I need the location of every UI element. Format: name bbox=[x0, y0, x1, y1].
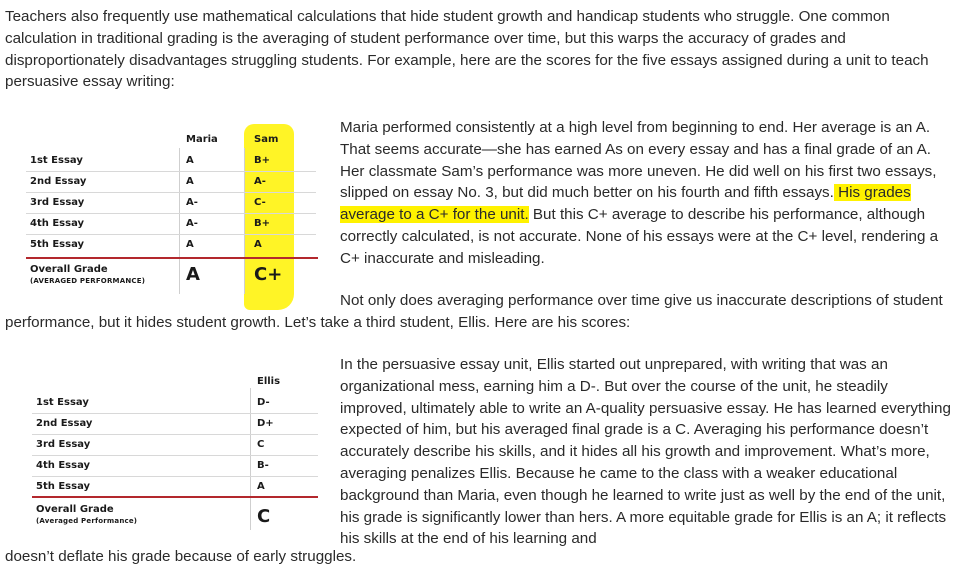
ellis-grade: A bbox=[257, 481, 265, 492]
row-label: 4th Essay bbox=[36, 460, 91, 471]
table-row bbox=[26, 171, 316, 193]
sam-grade: A- bbox=[254, 176, 266, 187]
table-row bbox=[32, 476, 318, 497]
table-row bbox=[32, 413, 318, 435]
row-label: 3rd Essay bbox=[36, 439, 91, 450]
row-label: 5th Essay bbox=[36, 481, 91, 492]
overall-divider-line bbox=[32, 496, 318, 498]
overall-grade-label: Overall Grade bbox=[30, 264, 108, 275]
highlighted-sentence: His grades average to a C+ for the unit. bbox=[340, 184, 911, 224]
ellis-text: In the persuasive essay unit, Ellis started out unprepared, with writing that was an organizational mess, earning him a D-. But over the course of the unit, he steadily improved, ultimately able to write an A-quality persuasive essay. He has learned everything expected of him, but his averaged final grade is a C. Averaging his performance doesn’t accurately describe his skills, and it hides all his growth and improvement. What’s more, averaging penalizes Ellis. Because he came to the class with a weaker educational background than Maria, even though he learned to write just as well by the end of the unit, his grade is significantly lower than hers. A more equitable grade for Ellis is an A; it reflects his skills at the end of his learning and bbox=[340, 356, 951, 548]
row-label: 4th Essay bbox=[30, 218, 85, 229]
table-row bbox=[32, 434, 318, 456]
overall-grade-sublabel: (Averaged Performance) bbox=[36, 517, 138, 525]
table-row bbox=[26, 213, 316, 235]
maria-grade: A bbox=[186, 155, 194, 166]
trailing-line: doesn’t deflate his grade because of early struggles. bbox=[5, 548, 357, 565]
maria-overall-grade: A bbox=[186, 264, 200, 285]
table1-header-sam: Sam bbox=[254, 134, 279, 145]
maria-grade: A bbox=[186, 176, 194, 187]
overall-grade-sublabel: (AVERAGED PERFORMANCE) bbox=[30, 277, 146, 285]
row-label: 3rd Essay bbox=[30, 197, 85, 208]
intro-paragraph: Teachers also frequently use mathematical calculations that hide student growth and handicap students who struggle. One common calculation in traditional grading is the averaging of student performance over time, but this warps the accuracy of grades and disproportionately disadvantages struggling students. For example, here are the scores for the five essays assigned during a unit to teach persuasive essay writing: bbox=[5, 8, 929, 91]
sam-grade: B+ bbox=[254, 155, 271, 166]
overall-grade-label: Overall Grade bbox=[36, 504, 114, 515]
ellis-grade-table bbox=[32, 370, 318, 532]
maria-sam-text-continued: But this C+ average to describe his performance, although correctly calculated, is not accurate. None of his essays were at the C+ level, rendering a C+ inaccurate and misleading. bbox=[340, 206, 939, 267]
row-label: 1st Essay bbox=[36, 397, 89, 408]
sam-grade: B+ bbox=[254, 218, 271, 229]
row-label: 2nd Essay bbox=[36, 418, 93, 429]
table2-header-ellis: Ellis bbox=[257, 376, 281, 387]
table-row bbox=[26, 150, 316, 172]
overall-divider-line bbox=[26, 257, 318, 259]
table-row bbox=[32, 392, 318, 414]
ellis-paragraph bbox=[340, 354, 952, 550]
maria-grade: A- bbox=[186, 197, 198, 208]
table-row bbox=[32, 455, 318, 477]
maria-grade: A bbox=[186, 239, 194, 250]
maria-sam-paragraph bbox=[340, 117, 952, 270]
maria-sam-grade-table bbox=[26, 126, 316, 296]
ellis-overall-grade: C bbox=[257, 506, 271, 527]
averaging-paragraph: Not only does averaging performance over time give us inaccurate descriptions of student performance, but it hides student growth. Let’s take a third student, Ellis. Here are his scores: bbox=[5, 292, 943, 331]
sam-overall-grade: C+ bbox=[254, 264, 283, 285]
ellis-grade: D+ bbox=[257, 418, 274, 429]
table1-header-maria: Maria bbox=[186, 134, 218, 145]
table-row bbox=[26, 192, 316, 214]
row-label: 5th Essay bbox=[30, 239, 85, 250]
maria-sam-text: Maria performed consistently at a high level from beginning to end. Her average is an A. That seems accurate—she has earned As on every essay and has a final grade of an A. Her classmate Sam’s performance was more uneven. He did well on his first two essays, slipped on essay No. 3, but did much better on his fourth and fifth essays. bbox=[340, 119, 937, 202]
row-label: 2nd Essay bbox=[30, 176, 87, 187]
table-row bbox=[26, 234, 316, 255]
sam-grade: A bbox=[254, 239, 262, 250]
sam-grade: C- bbox=[254, 197, 266, 208]
ellis-grade: B- bbox=[257, 460, 269, 471]
ellis-grade: C bbox=[257, 439, 265, 450]
row-label: 1st Essay bbox=[30, 155, 83, 166]
ellis-grade: D- bbox=[257, 397, 270, 408]
maria-grade: A- bbox=[186, 218, 198, 229]
